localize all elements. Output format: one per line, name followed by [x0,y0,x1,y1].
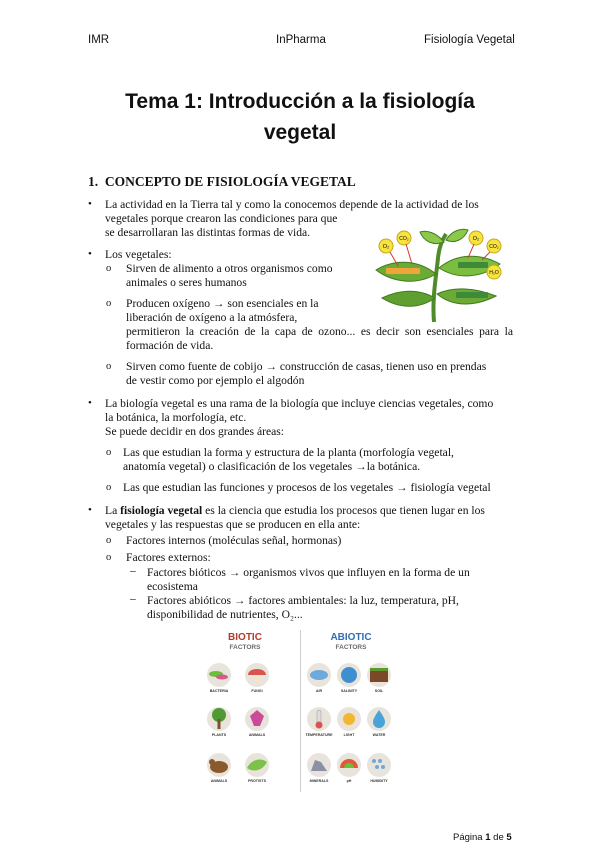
p4-d1-line1: Factores bióticos → organismos vivos que influyen en la forma de un [147,566,470,579]
dash-bullet: – [130,565,136,577]
abiotic-label: AIR [315,689,323,693]
p4-s1: Factores internos (moléculas señal, hormonas) [126,534,342,547]
biotic-label: BACTERIA [209,689,229,693]
p4-d1-line2: ecosistema [147,580,198,593]
p3-s2-line1: Las que estudian las funciones y procesos de los vegetales → fisiología vegetal [123,481,491,494]
biotic-label: PLANTS [211,733,227,737]
p3-s1-line2: anatomía vegetal) o clasificación de los vegetales →la botánica. [123,460,421,473]
abiotic-label: SOIL [374,689,384,693]
ph-icon [334,752,364,778]
p4-line2: vegetales y las respuestas que se producen en ella ante: [105,518,361,531]
light-icon [334,706,364,732]
p2-s2-line4: formación de vida. [126,339,214,352]
p1-line2: vegetales porque crearon las condiciones para que [105,212,338,225]
air-icon [304,662,334,688]
footer-page: 1 [485,832,491,843]
p4-d2-line2: disponibilidad de nutrientes, O₂... [147,608,303,621]
abiotic-label: LIGHT [343,733,355,737]
p2-s3-line2: de vestir como por ejemplo el algodón [126,374,305,387]
p2-s2-line2: liberación de oxígeno a la atmósfera, [126,311,298,324]
p4-line1-bold: fisiología vegetal [120,504,203,517]
header-left: IMR [88,34,110,46]
abiotic-heading: ABIOTIC [330,632,372,643]
minerals-icon [304,752,334,778]
biotic-label: PROTISTS [248,779,266,783]
animals-icon [242,706,272,732]
p3-line1: La biología vegetal es una rama de la biología que incluye ciencias vegetales, como [105,397,494,410]
bear-icon [204,752,234,778]
p2-s2-line1: Producen oxígeno → son esenciales en la [126,297,319,310]
footer-of: de [490,832,507,843]
sub-bullet: o [106,482,112,493]
page-title-line1: Tema 1: Introducción a la fisiología [125,90,475,113]
p4-line1 [105,504,485,518]
abiotic-label: TEMPERATURE [305,733,333,737]
abiotic-label: MINERALS [309,779,329,783]
biotic-label: ANIMALS [248,733,266,737]
co2-label: CO₂ [489,244,499,250]
section-number: 1. [88,174,99,189]
p3-line2: la botánica, la morfología, etc. [105,411,247,424]
sub-bullet: o [106,263,112,274]
plant-photosynthesis-illustration [372,228,508,322]
salinity-icon [334,662,364,688]
p3-s1-line1: Las que estudian la forma y estructura de la planta (morfología vegetal, [123,446,454,459]
p3-line3: Se puede decidir en dos grandes áreas: [105,425,284,438]
biotic-subheading: FACTORS [229,644,261,651]
p1-line3: se desarrollaran las distintas formas de vida. [105,226,311,239]
o2-label: O₂ [472,236,480,242]
p1-line1: La actividad en la Tierra tal y como la conocemos depende de la actividad de los [105,198,479,211]
bullet-dot: • [88,504,92,516]
biotic-abiotic-factors-illustration [196,626,408,796]
p4-s2: Factores externos: [126,551,211,564]
h2o-label: H₂O [489,270,499,276]
sub-bullet: o [106,298,112,309]
temperature-icon [304,706,334,732]
water-icon [364,706,394,732]
fungi-icon [242,662,272,688]
factors-divider [300,630,301,792]
p2-intro: Los vegetales: [105,248,172,261]
abiotic-label: HUMIDITY [370,779,388,783]
soil-icon [364,662,394,688]
sub-bullet: o [106,361,112,372]
biotic-label: FUNGI [251,689,263,693]
bacteria-icon [204,662,234,688]
p2-s2-line3: permitieron la creación de la capa de ozono... es decir son esenciales para la [126,325,513,338]
biotic-label: ANIMALS [210,779,228,783]
protists-icon [242,752,272,778]
sub-bullet: o [106,552,112,563]
p4-line1-post: es la ciencia que estudia los procesos que tienen lugar en los [202,504,485,517]
header-right: Fisiología Vegetal [424,34,515,46]
co2-label: CO₂ [399,236,409,242]
section-title: CONCEPTO DE FISIOLOGÍA VEGETAL [104,174,356,189]
p2-s3-line1: Sirven como fuente de cobijo → construcción de casas, tienen uso en prendas [126,360,487,373]
humidity-icon [364,752,394,778]
plants-icon [204,706,234,732]
dash-bullet: – [130,593,136,605]
footer-label: Página [453,832,486,843]
p4-d2-line1: Factores abióticos → factores ambientales: la luz, temperatura, pH, [147,594,459,607]
o2-label: O₂ [382,244,390,250]
bullet-dot: • [88,198,92,210]
abiotic-label: WATER [372,733,386,737]
header-center: InPharma [276,34,326,46]
page-title [90,86,510,148]
bullet-dot: • [88,248,92,260]
section-heading [88,174,356,190]
p2-s1-line1: Sirven de alimento a otros organismos como [126,262,333,275]
page-title-line2: vegetal [263,121,337,144]
sub-bullet: o [106,447,112,458]
p2-s1-line2: animales o seres humanos [126,276,247,289]
biotic-heading: BIOTIC [228,632,262,643]
footer-total: 5 [506,832,512,843]
abiotic-subheading: FACTORS [335,644,367,651]
page-footer [453,832,512,843]
abiotic-label: SALINITY [340,689,358,693]
p4-line1-pre: La [105,504,121,517]
sub-bullet: o [106,535,112,546]
bullet-dot: • [88,397,92,409]
abiotic-label: pH [346,779,352,783]
